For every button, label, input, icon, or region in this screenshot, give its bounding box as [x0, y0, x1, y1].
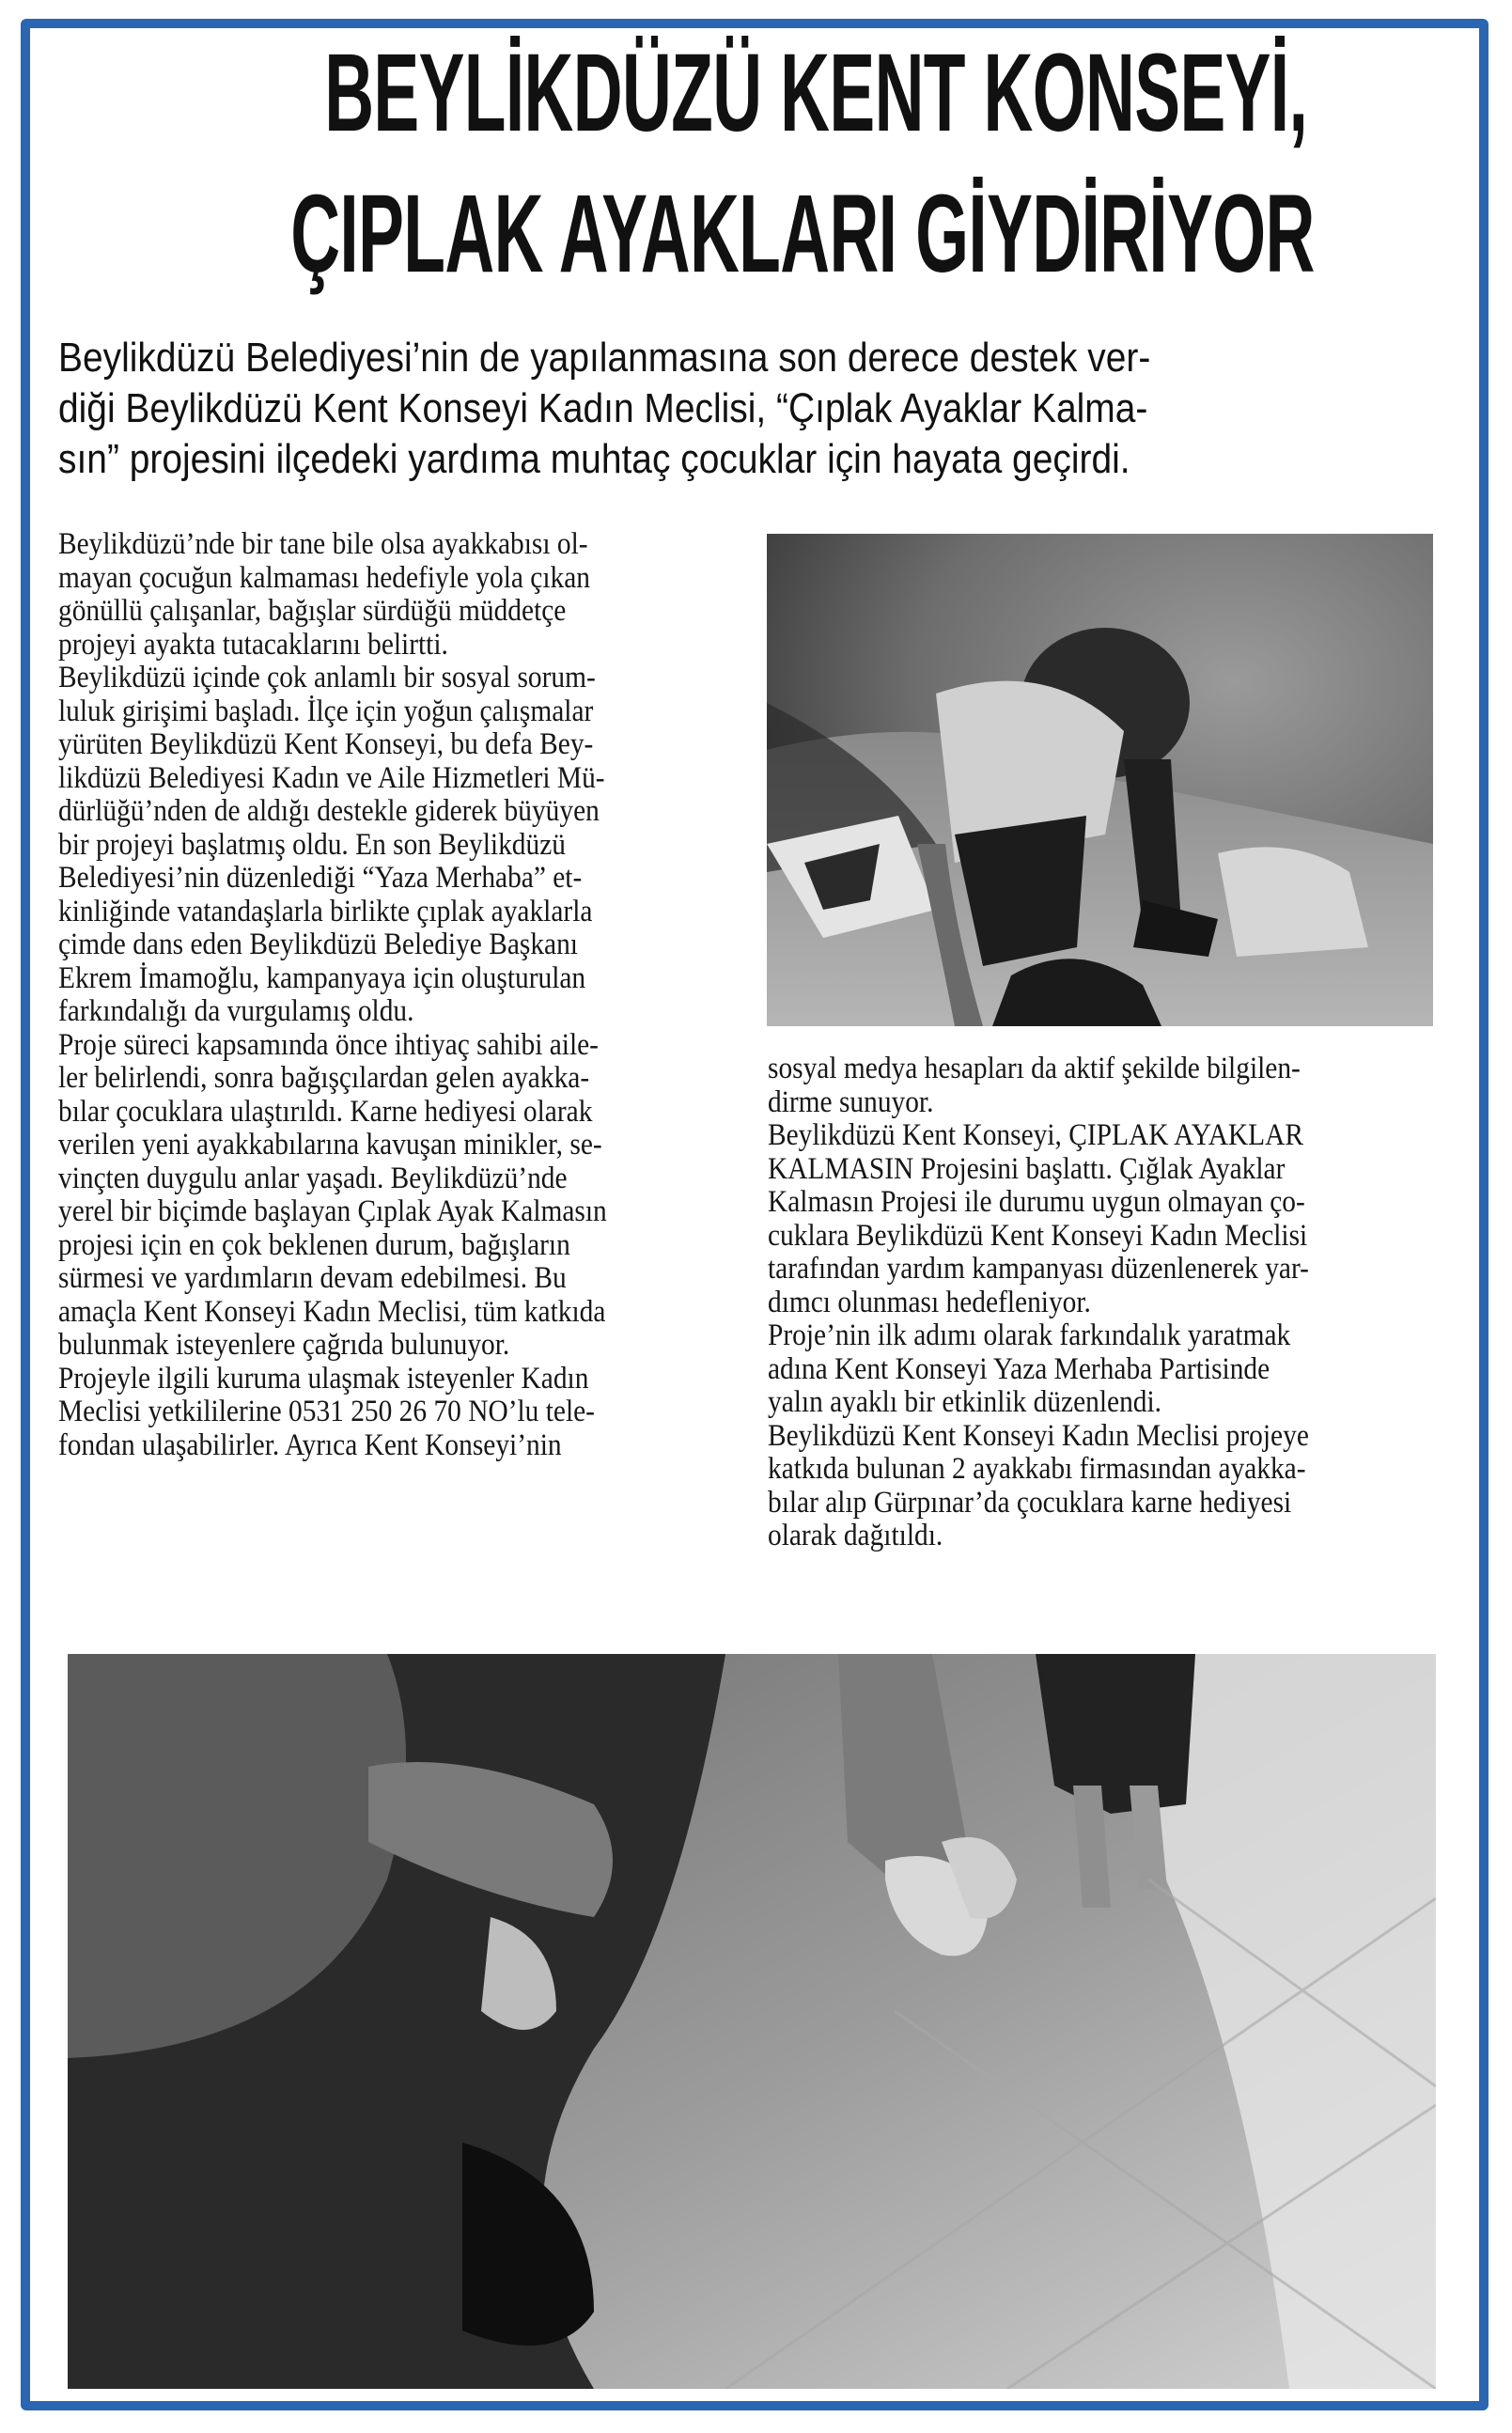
body-text-line: mayan çocuğun kalmaması hedefiyle yola çıkan [58, 560, 590, 595]
dek-line: diği Beylikdüzü Kent Konseyi Kadın Meclisi, “Çıplak Ayaklar Kalma- [58, 385, 1148, 431]
body-text-line: dımcı olunması hedefleniyor. [768, 1285, 1091, 1319]
body-text-line: olarak dağıtıldı. [768, 1519, 943, 1552]
body-text-line: yalın ayaklı bir etkinlik düzenlendi. [768, 1385, 1162, 1419]
body-text-line: sürmesi ve yardımların devam edebilmesi. Bu [58, 1261, 567, 1295]
body-text-line: Kalmasın Projesi ile durumu uygun olmayan ço- [768, 1185, 1305, 1219]
body-text-line: kinliğinde vatandaşlarla birlikte çıplak ayaklarla [58, 894, 593, 928]
body-text-line: Meclisi yetkililerine 0531 250 26 70 NO’lu tele- [58, 1395, 595, 1428]
photo-child-trying-shoes-image [767, 534, 1433, 1026]
body-text-line: farkındalığı da vurgulamış oldu. [58, 994, 414, 1028]
body-text-line: tarafından yardım kampanyası düzenlenerek yar- [768, 1252, 1309, 1286]
body-text-line: gönüllü çalışanlar, bağışlar sürdüğü müddetçe [58, 594, 567, 628]
body-text-line: çimde dans eden Beylikdüzü Belediye Başkanı [58, 928, 578, 961]
body-text-line: yürüten Beylikdüzü Kent Konseyi, bu defa Bey- [58, 727, 594, 761]
photo-children-new-shoes [68, 1654, 1436, 2389]
headline-line-1: BEYLİKDÜZÜ KENT KONSEYİ, [324, 31, 1308, 155]
body-text-line: Beylikdüzü içinde çok anlamlı bir sosyal sorum- [58, 661, 596, 694]
body-text-line: bılar çocuklara ulaştırıldı. Karne hediyesi olarak [58, 1094, 593, 1129]
body-text-line: dirme sunuyor. [768, 1084, 934, 1119]
body-text-line: fondan ulaşabilirler. Ayrıca Kent Konseyi’nin [58, 1427, 562, 1462]
body-text-line: vinçten duygulu anlar yaşadı. Beylikdüzü’nde [58, 1161, 568, 1195]
body-text-line: cuklara Beylikdüzü Kent Konseyi Kadın Meclisi [768, 1218, 1308, 1253]
body-text-line: verilen yeni ayakkabılarına kavuşan minikler, se- [58, 1128, 602, 1162]
body-text-line: amaçla Kent Konseyi Kadın Meclisi, tüm katkıda [58, 1294, 606, 1329]
body-text-line: dürlüğü’nden de aldığı destekle giderek büyüyen [58, 794, 600, 828]
body-column-right [768, 1053, 1444, 1553]
article-dek [58, 333, 1468, 485]
body-text-line: Beylikdüzü’nde bir tane bile olsa ayakkabısı ol- [58, 527, 588, 561]
body-column-left [58, 528, 754, 1462]
body-text-line: likdüzü Belediyesi Kadın ve Aile Hizmetleri Mü- [58, 760, 605, 795]
body-text-line: Ekrem İmamoğlu, kampanyaya için oluşturulan [58, 960, 586, 995]
body-text-line: yerel bir biçimde başlayan Çıplak Ayak Kalmasın [58, 1194, 607, 1228]
body-text-line: Beylikdüzü Kent Konseyi, ÇIPLAK AYAKLAR [768, 1118, 1304, 1152]
body-text-line: bulunmak isteyenlere çağrıda bulunuyor. [58, 1328, 510, 1362]
body-text-line: bılar alıp Gürpınar’da çocuklara karne hediyesi [768, 1485, 1292, 1520]
photo-child-trying-shoes [767, 534, 1433, 1026]
body-text-line: bir projeyi başlatmış oldu. En son Beylikdüzü [58, 827, 566, 862]
body-text-line: projesi için en çok beklenen durum, bağışların [58, 1227, 570, 1262]
body-text-line: Beylikdüzü Kent Konseyi Kadın Meclisi projeye [768, 1418, 1309, 1453]
body-text-line: projeyi ayakta tutacaklarını belirtti. [58, 627, 448, 662]
body-text-line: ler belirlendi, sonra bağışçılardan gelen ayakka- [58, 1061, 590, 1095]
photo-children-new-shoes-image [68, 1654, 1436, 2389]
body-text-line: sosyal medya hesapları da aktif şekilde bilgilen- [768, 1052, 1301, 1085]
dek-line: Beylikdüzü Belediyesi’nin de yapılanmasına son derece destek ver- [58, 335, 1151, 381]
body-text-line: luluk girişimi başladı. İlçe için yoğun çalışmalar [58, 694, 594, 728]
body-text-line: katkıda bulunan 2 ayakkabı firmasından ayakka- [768, 1452, 1306, 1486]
body-text-line: Belediyesi’nin düzenlediği “Yaza Merhaba” et- [58, 861, 583, 895]
body-text-line: Proje süreci kapsamında önce ihtiyaç sahibi aile- [58, 1027, 599, 1062]
headline-line-2: ÇIPLAK AYAKLARI GİYDİRİYOR [290, 172, 1315, 296]
body-text-line: KALMASIN Projesini başlattı. Çığlak Ayaklar [768, 1151, 1286, 1186]
body-text-line: Proje’nin ilk adımı olarak farkındalık yaratmak [768, 1318, 1291, 1352]
dek-line: sın” projesini ilçedeki yardıma muhtaç çocuklar için hayata geçirdi. [58, 436, 1130, 482]
body-text-line: Projeyle ilgili kuruma ulaşmak isteyenler Kadın [58, 1361, 589, 1396]
body-text-line: adına Kent Konseyi Yaza Merhaba Partisinde [768, 1351, 1270, 1386]
